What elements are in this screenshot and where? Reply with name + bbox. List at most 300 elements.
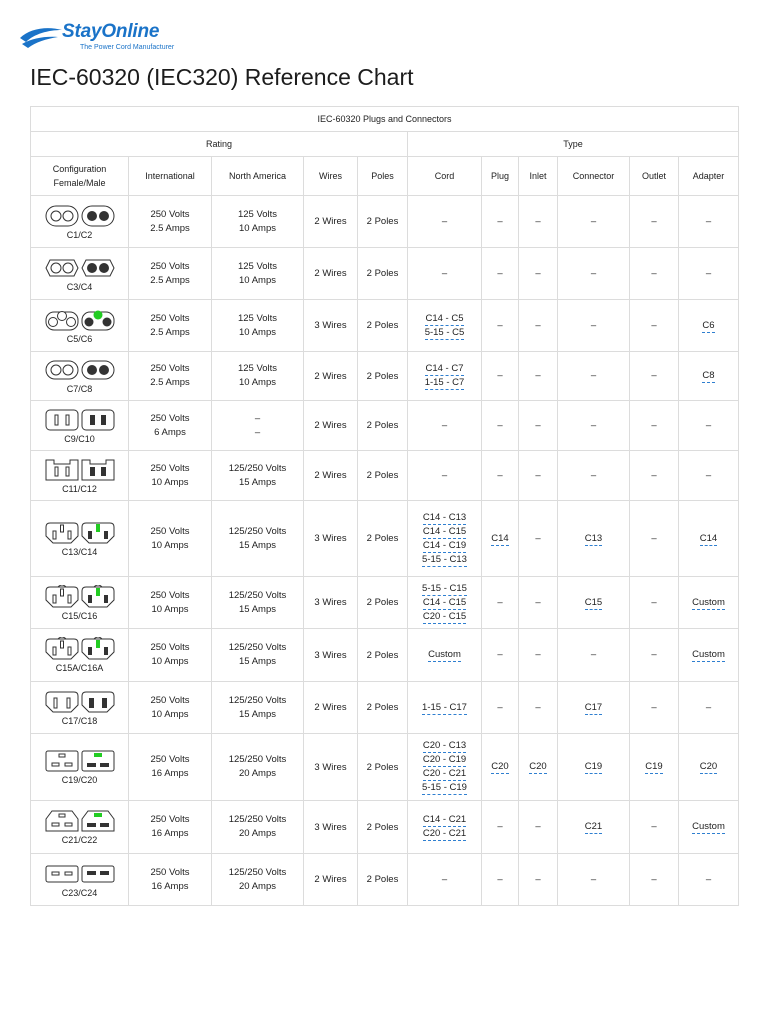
poles-cell: 2 Poles — [358, 248, 408, 300]
c9-c10-connector-icon — [31, 408, 128, 432]
c1-c2-connector-icon — [31, 204, 128, 228]
connector-cell — [558, 501, 630, 577]
c19-c20-connector-icon — [31, 749, 128, 773]
config-label: C7/C8 — [66, 384, 93, 394]
cord-cell — [408, 248, 482, 300]
c3-c4-connector-icon — [31, 256, 128, 280]
north-america-cell — [212, 801, 304, 854]
intl-voltage: 250 Volts — [150, 462, 190, 474]
config-cell — [31, 501, 129, 577]
na-amperage: 20 Amps — [239, 880, 276, 892]
cord-link[interactable]: C20 - C19 — [422, 754, 467, 765]
config-label: C17/C18 — [61, 715, 98, 726]
table-row — [31, 629, 739, 682]
intl-voltage: 250 Volts — [150, 589, 190, 601]
iec-reference-table — [30, 106, 739, 906]
international-cell — [129, 352, 212, 401]
intl-voltage: 250 Volts — [150, 642, 190, 653]
na-amperage: 10 Amps — [239, 222, 276, 234]
intl-amperage: 10 Amps — [151, 603, 189, 615]
cord-link[interactable]: 5-15 - C15 — [422, 582, 467, 594]
inlet-cell — [519, 196, 558, 248]
adapter-cell — [679, 401, 739, 451]
config-cell — [31, 248, 129, 300]
config-label: C1/C2 — [66, 229, 93, 240]
c7-c8-connector-icon — [31, 358, 128, 382]
adapter-value: – — [705, 701, 712, 713]
config-label: C19/C20 — [61, 775, 98, 785]
adapter-cell — [679, 577, 739, 629]
intl-voltage: 250 Volts — [150, 312, 190, 324]
intl-amperage: 2.5 Amps — [150, 274, 190, 286]
outlet-value: – — [651, 873, 657, 885]
plug-value: – — [497, 596, 503, 608]
plug-cell — [482, 854, 519, 906]
poles-cell: 2 Poles — [358, 682, 408, 734]
inlet-value: – — [535, 370, 541, 381]
intl-amperage: 6 Amps — [154, 426, 186, 438]
outlet-value: – — [651, 215, 657, 227]
wires-cell: 3 Wires — [304, 629, 358, 682]
c17-c18-connector-icon — [31, 690, 128, 714]
plug-value: – — [497, 649, 503, 660]
connector-value: – — [590, 469, 597, 481]
connector-value: – — [590, 319, 597, 331]
plug-value: – — [497, 469, 503, 481]
international-cell — [129, 451, 212, 501]
connector-cell — [558, 682, 630, 734]
international-cell — [129, 196, 212, 248]
na-voltage: 125 Volts — [237, 312, 278, 324]
outlet-cell — [630, 352, 679, 401]
connector-value: – — [590, 215, 597, 227]
cord-link[interactable]: 5-15 - C5 — [424, 326, 465, 338]
cord-link[interactable]: C20 - C13 — [422, 740, 467, 751]
cord-link[interactable]: C14 - C13 — [422, 511, 467, 523]
connector-link[interactable]: C13 — [584, 532, 603, 544]
na-amperage: 20 Amps — [239, 828, 276, 839]
config-cell — [31, 300, 129, 352]
cord-value: – — [441, 419, 448, 431]
north-america-cell — [212, 734, 304, 801]
cord-link[interactable]: 5-15 - C19 — [422, 782, 467, 793]
config-label: C21/C22 — [61, 835, 98, 845]
adapter-cell — [679, 801, 739, 854]
inlet-value: – — [535, 821, 541, 832]
inlet-cell — [519, 682, 558, 734]
cord-link[interactable]: 1-15 - C7 — [424, 377, 465, 388]
na-voltage: 125/250 Volts — [228, 814, 287, 825]
adapter-value: – — [705, 267, 712, 279]
c23-c24-connector-icon — [31, 862, 128, 886]
intl-voltage: 250 Volts — [150, 363, 190, 374]
intl-amperage: 2.5 Amps — [150, 326, 190, 338]
adapter-cell — [679, 629, 739, 682]
intl-amperage: 10 Amps — [151, 708, 189, 720]
connector-cell — [558, 248, 630, 300]
intl-amperage: 16 Amps — [151, 768, 189, 779]
plug-value: – — [497, 873, 503, 885]
table-row — [31, 854, 739, 906]
outlet-cell — [630, 682, 679, 734]
north-america-cell — [212, 401, 304, 451]
outlet-cell — [630, 401, 679, 451]
cord-link[interactable]: C14 - C5 — [425, 312, 464, 324]
north-america-cell — [212, 501, 304, 577]
international-cell — [129, 300, 212, 352]
north-america-cell — [212, 248, 304, 300]
config-label: C9/C10 — [64, 433, 95, 444]
outlet-cell — [630, 196, 679, 248]
cord-cell — [408, 501, 482, 577]
config-label: C13/C14 — [61, 546, 98, 557]
adapter-link[interactable]: Custom — [692, 649, 725, 660]
page-title: IEC-60320 (IEC320) Reference Chart — [30, 64, 414, 90]
international-cell — [129, 801, 212, 854]
c15a-c16a-connector-icon — [31, 637, 128, 661]
inlet-cell — [519, 401, 558, 451]
poles-cell: 2 Poles — [358, 196, 408, 248]
plug-cell — [482, 629, 519, 682]
cord-link[interactable]: C20 - C21 — [422, 768, 467, 779]
table-caption: IEC-60320 Plugs and Connectors — [31, 107, 739, 132]
na-voltage: 125 Volts — [237, 260, 278, 272]
adapter-link[interactable]: C20 — [699, 761, 718, 772]
na-voltage: 125/250 Volts — [228, 589, 287, 601]
col-header-configuration-line2: Female/Male — [53, 178, 106, 188]
config-label: C15A/C16A — [55, 663, 104, 673]
c11-c12-connector-icon — [31, 458, 128, 482]
connector-value: – — [590, 370, 597, 381]
inlet-cell — [519, 629, 558, 682]
north-america-cell — [212, 352, 304, 401]
adapter-link[interactable]: C8 — [702, 370, 715, 381]
connector-link[interactable]: C21 — [584, 821, 603, 832]
adapter-cell — [679, 734, 739, 801]
outlet-cell — [630, 734, 679, 801]
international-cell — [129, 401, 212, 451]
c13-c14-connector-icon — [31, 521, 128, 545]
inlet-value: – — [535, 267, 541, 279]
inlet-value: – — [535, 419, 541, 431]
intl-amperage: 16 Amps — [151, 828, 189, 839]
outlet-link[interactable]: C19 — [645, 761, 663, 772]
outlet-value: – — [651, 319, 657, 331]
inlet-cell — [519, 352, 558, 401]
poles-cell: 2 Poles — [358, 451, 408, 501]
intl-voltage: 250 Volts — [150, 866, 190, 878]
intl-voltage: 250 Volts — [150, 754, 190, 765]
wires-cell: 3 Wires — [304, 801, 358, 854]
col-header-cord: Cord — [408, 157, 482, 196]
inlet-link[interactable]: C20 — [529, 761, 547, 772]
logo-swoosh-icon — [18, 22, 62, 52]
plug-cell — [482, 451, 519, 501]
plug-value: – — [497, 701, 503, 713]
north-america-cell — [212, 300, 304, 352]
poles-cell: 2 Poles — [358, 352, 408, 401]
col-header-north-america: North America — [212, 157, 304, 196]
outlet-cell — [630, 451, 679, 501]
connector-link[interactable]: C17 — [584, 701, 603, 713]
intl-amperage: 2.5 Amps — [150, 222, 190, 234]
outlet-value: – — [651, 419, 657, 431]
north-america-cell — [212, 854, 304, 906]
adapter-cell — [679, 682, 739, 734]
inlet-cell — [519, 577, 558, 629]
connector-cell — [558, 401, 630, 451]
adapter-value: – — [705, 873, 712, 885]
outlet-cell — [630, 248, 679, 300]
cord-link[interactable]: C14 - C7 — [425, 363, 464, 374]
cord-value: – — [441, 873, 448, 885]
poles-cell: 2 Poles — [358, 854, 408, 906]
outlet-value: – — [651, 596, 657, 608]
cord-cell — [408, 801, 482, 854]
cord-link[interactable]: 1-15 - C17 — [422, 701, 467, 713]
north-america-cell — [212, 682, 304, 734]
adapter-value: – — [705, 215, 712, 227]
na-amperage: 15 Amps — [239, 539, 276, 551]
col-header-inlet: Inlet — [519, 157, 558, 196]
connector-cell — [558, 300, 630, 352]
na-voltage: 125/250 Volts — [228, 694, 287, 706]
table-row — [31, 682, 739, 734]
connector-cell — [558, 801, 630, 854]
plug-value: – — [497, 370, 503, 381]
intl-amperage: 10 Amps — [151, 476, 189, 488]
table-row — [31, 451, 739, 501]
col-header-poles: Poles — [358, 157, 408, 196]
config-cell — [31, 682, 129, 734]
cord-link[interactable]: Custom — [428, 649, 461, 660]
cord-link[interactable]: C20 - C21 — [422, 828, 467, 839]
cord-value: – — [441, 267, 448, 279]
outlet-cell — [630, 501, 679, 577]
stayonline-logo[interactable] — [18, 18, 218, 58]
intl-amperage: 10 Amps — [151, 656, 189, 667]
plug-value: – — [497, 821, 503, 832]
na-amperage: 15 Amps — [239, 708, 276, 720]
plug-cell — [482, 577, 519, 629]
outlet-value: – — [651, 649, 657, 660]
inlet-value: – — [535, 319, 541, 331]
cord-link[interactable]: C14 - C15 — [422, 525, 467, 537]
inlet-value: – — [535, 596, 541, 608]
na-voltage: 125/250 Volts — [228, 866, 287, 878]
inlet-cell — [519, 734, 558, 801]
wires-cell: 3 Wires — [304, 577, 358, 629]
na-amperage: 15 Amps — [239, 603, 276, 615]
plug-cell — [482, 801, 519, 854]
na-amperage: 15 Amps — [239, 476, 276, 488]
connector-cell — [558, 734, 630, 801]
adapter-value: – — [705, 469, 712, 481]
adapter-cell — [679, 451, 739, 501]
cord-link[interactable]: C14 - C21 — [422, 814, 467, 825]
config-cell — [31, 352, 129, 401]
na-voltage: 125/250 Volts — [228, 462, 287, 474]
adapter-link[interactable]: C6 — [702, 319, 715, 331]
outlet-value: – — [651, 821, 657, 832]
cord-cell — [408, 682, 482, 734]
na-amperage: 20 Amps — [239, 768, 276, 779]
inlet-value: – — [535, 649, 541, 660]
international-cell — [129, 248, 212, 300]
group-header-type: Type — [408, 132, 739, 157]
connector-cell — [558, 451, 630, 501]
cord-value: – — [441, 469, 448, 481]
brand-name: StayOnline — [62, 21, 160, 42]
cord-cell — [408, 629, 482, 682]
c15-c16-connector-icon — [31, 585, 128, 609]
config-cell — [31, 196, 129, 248]
config-label: C3/C4 — [66, 281, 93, 292]
na-amperage: 10 Amps — [239, 326, 276, 338]
na-voltage: 125 Volts — [237, 208, 278, 220]
cord-cell — [408, 734, 482, 801]
cord-link[interactable]: C14 - C15 — [422, 596, 467, 608]
inlet-cell — [519, 801, 558, 854]
wires-cell: 2 Wires — [304, 401, 358, 451]
cord-link[interactable]: C14 - C19 — [422, 539, 467, 551]
intl-amperage: 16 Amps — [151, 880, 189, 892]
north-america-cell — [212, 629, 304, 682]
plug-value: – — [497, 215, 503, 227]
intl-voltage: 250 Volts — [150, 814, 190, 825]
config-label: C15/C16 — [61, 610, 98, 621]
cord-cell — [408, 300, 482, 352]
adapter-cell — [679, 300, 739, 352]
wires-cell: 2 Wires — [304, 352, 358, 401]
plug-link[interactable]: C20 — [491, 761, 509, 772]
north-america-cell — [212, 451, 304, 501]
adapter-link[interactable]: Custom — [692, 821, 725, 832]
cord-cell — [408, 577, 482, 629]
plug-cell — [482, 248, 519, 300]
plug-cell — [482, 401, 519, 451]
na-amperage: 10 Amps — [239, 377, 276, 388]
group-header-rating: Rating — [31, 132, 408, 157]
outlet-cell — [630, 854, 679, 906]
cord-link[interactable]: C20 - C15 — [422, 610, 467, 622]
plug-value: – — [497, 419, 503, 431]
international-cell — [129, 501, 212, 577]
poles-cell: 2 Poles — [358, 734, 408, 801]
connector-value: – — [590, 267, 597, 279]
plug-cell — [482, 501, 519, 577]
outlet-cell — [630, 300, 679, 352]
config-cell — [31, 577, 129, 629]
wires-cell: 3 Wires — [304, 734, 358, 801]
plug-value: – — [497, 267, 503, 279]
config-cell — [31, 854, 129, 906]
connector-cell — [558, 352, 630, 401]
inlet-cell — [519, 300, 558, 352]
international-cell — [129, 682, 212, 734]
outlet-value: – — [651, 701, 657, 713]
connector-cell — [558, 577, 630, 629]
connector-link[interactable]: C15 — [584, 596, 603, 608]
inlet-cell — [519, 248, 558, 300]
connector-link[interactable]: C19 — [584, 761, 603, 772]
intl-voltage: 250 Volts — [150, 525, 190, 537]
cord-link[interactable]: 5-15 - C13 — [422, 553, 467, 565]
table-row — [31, 248, 739, 300]
cord-cell — [408, 196, 482, 248]
poles-cell: 2 Poles — [358, 629, 408, 682]
adapter-link[interactable]: C14 — [699, 532, 718, 544]
plug-cell — [482, 352, 519, 401]
col-header-wires: Wires — [304, 157, 358, 196]
col-header-configuration-line1: Configuration — [52, 164, 107, 174]
wires-cell: 2 Wires — [304, 196, 358, 248]
plug-cell — [482, 196, 519, 248]
connector-cell — [558, 629, 630, 682]
config-cell — [31, 629, 129, 682]
wires-cell: 3 Wires — [304, 300, 358, 352]
table-row — [31, 352, 739, 401]
table-row — [31, 401, 739, 451]
inlet-cell — [519, 451, 558, 501]
connector-value: – — [590, 649, 597, 660]
na-voltage: 125/250 Volts — [228, 754, 287, 765]
adapter-cell — [679, 248, 739, 300]
north-america-cell — [212, 196, 304, 248]
config-cell — [31, 451, 129, 501]
col-header-connector: Connector — [558, 157, 630, 196]
wires-cell: 2 Wires — [304, 451, 358, 501]
col-header-configuration — [31, 157, 129, 196]
wires-cell: 2 Wires — [304, 682, 358, 734]
poles-cell: 2 Poles — [358, 577, 408, 629]
plug-cell — [482, 300, 519, 352]
table-row — [31, 196, 739, 248]
outlet-value: – — [651, 469, 657, 481]
na-voltage: – — [254, 412, 261, 424]
plug-link[interactable]: C14 — [491, 532, 509, 544]
adapter-link[interactable]: Custom — [692, 596, 725, 608]
plug-value: – — [497, 319, 503, 331]
cord-value: – — [441, 215, 448, 227]
connector-value: – — [590, 873, 597, 885]
poles-cell: 2 Poles — [358, 300, 408, 352]
adapter-cell — [679, 196, 739, 248]
config-cell — [31, 401, 129, 451]
table-row — [31, 300, 739, 352]
inlet-cell — [519, 501, 558, 577]
inlet-value: – — [535, 215, 541, 227]
intl-amperage: 10 Amps — [151, 539, 189, 551]
na-voltage: 125/250 Volts — [228, 642, 287, 653]
table-row — [31, 577, 739, 629]
adapter-value: – — [705, 419, 712, 431]
poles-cell: 2 Poles — [358, 401, 408, 451]
outlet-cell — [630, 577, 679, 629]
table-row — [31, 801, 739, 854]
intl-voltage: 250 Volts — [150, 208, 190, 220]
poles-cell: 2 Poles — [358, 801, 408, 854]
cord-cell — [408, 401, 482, 451]
adapter-cell — [679, 352, 739, 401]
cord-cell — [408, 854, 482, 906]
poles-cell: 2 Poles — [358, 501, 408, 577]
outlet-value: – — [651, 370, 657, 381]
config-cell — [31, 801, 129, 854]
config-label: C11/C12 — [62, 483, 97, 494]
inlet-value: – — [535, 469, 541, 481]
connector-value: – — [590, 419, 597, 431]
